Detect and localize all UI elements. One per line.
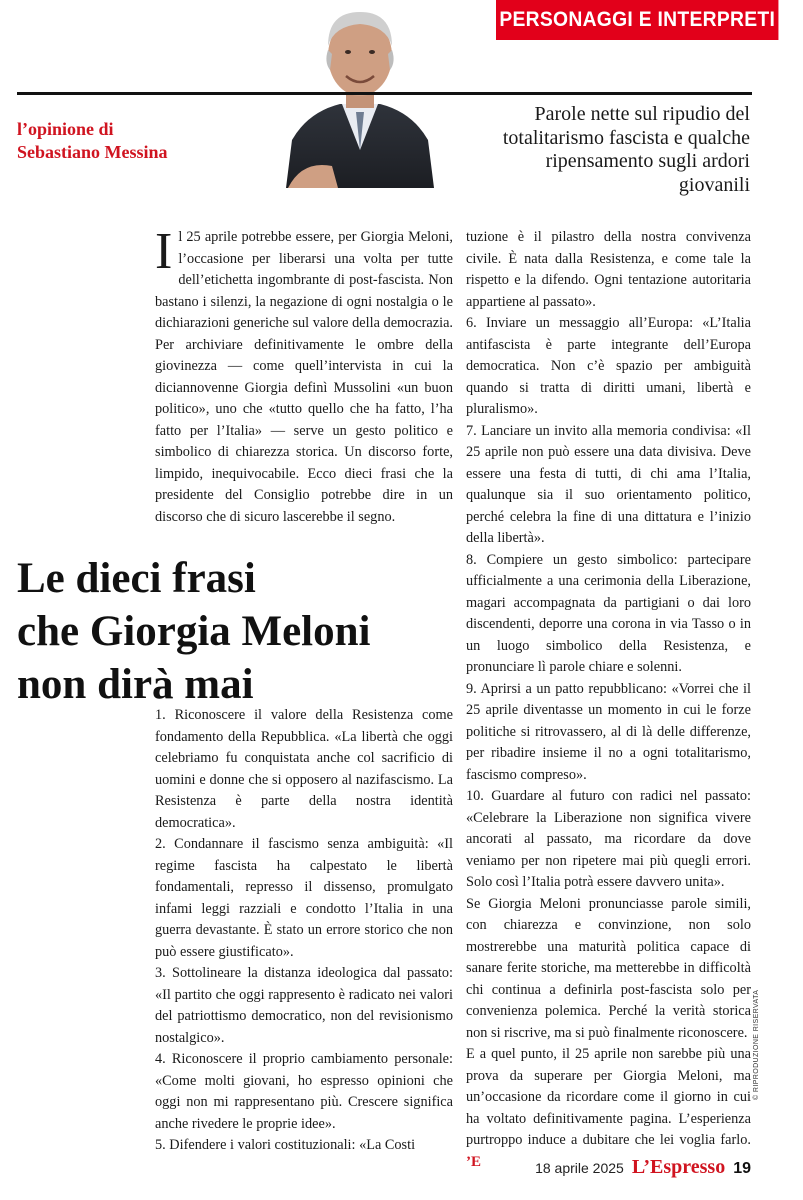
phrase-5-end: tuzione è il pilastro della nostra convivenza civile. È nata dalla Resistenza, e come tale la rispetto e la difendo. Ogni tentazione autoritaria appartiene al passato». (466, 229, 751, 310)
magazine-logo: L’Espresso (631, 1156, 726, 1178)
deck-subtitle: Parole nette sul ripudio del totalitarismo fascista e qualche ripensamento sugli ardori giovanili (502, 103, 750, 196)
page-number: 19 (733, 1160, 751, 1177)
phrase-10: 10. Guardare al futuro con radici nel passato: «Celebrare la Liberazione non significa vivere ancorati al passato, ma ricordare da dove veniamo per non ripetere mai più quegli errori. Solo così l’Italia potrà essere davvero unita». (466, 788, 751, 890)
phrase-8: 8. Compiere un gesto simbolico: partecipare ufficialmente a una cerimonia della Liberazione, magari accompagnata da partigiani o dai loro discendenti, deporre una corona in via Tasso o in un luogo simbolico della Resistenza, e pronunciare lì parole chiare e solenni. (466, 551, 751, 675)
article-column-1 (155, 705, 453, 1157)
copyright-note: © RIPRODUZIONE RISERVATA (753, 989, 760, 1100)
end-mark: ’E (466, 1153, 481, 1170)
byline (17, 118, 168, 164)
byline-label: l’opinione di (17, 119, 114, 139)
conclusion-1: Se Giorgia Meloni pronunciasse parole simili, con chiarezza e convinzione, non solo mostrerebbe una maturità politica capace di sanare ferite storiche, ma metterebbe in difficoltà chi continua a definirla post-fascista solo per convenienza polemica. Perché la verità storica non si riscrive, ma si può finalmente riconoscere. (466, 895, 751, 1041)
article-column-2 (466, 227, 751, 1173)
issue-date: 18 aprile 2025 (535, 1160, 624, 1176)
phrase-7: 7. Lanciare un invito alla memoria condivisa: «Il 25 aprile non può essere una data divisiva. Deve essere una festa di tutti, di chi ama l’Italia, qualunque sia il suo orientamento politico, perché celebra la fine di una dittatura e l’inizio della libertà». (466, 422, 751, 546)
author-name: Sebastiano Messina (17, 142, 168, 162)
phrase-1: 1. Riconoscere il valore della Resistenza come fondamento della Repubblica. «La libertà che oggi celebriamo fu conquistata anche col sacrificio di uomini e donne che si opposero al nazifascismo. La Resistenza è parte della nostra identità democratica». (155, 707, 453, 831)
page-footer (535, 1156, 751, 1179)
drop-cap: I (155, 223, 173, 280)
header-rule (17, 92, 752, 95)
article-column-intro (155, 223, 453, 528)
intro-paragraph: Il 25 aprile potrebbe essere, per Giorgia Meloni, l’occasione per liberarsi una volta per tutte dell’etichetta ingombrante di post-fascista. Non bastano i silenzi, la negazione di ogni nostalgia o le dichiarazioni generiche sul valore della democrazia. Per archiviare definitivamente le ombre della giovinezza — come quell’intervista in cui la diciannovenne Giorgia definì Mussolini «un buon politico», uno che «tutto quello che ha fatto, l’ha fatto per l’Italia» — serve un gesto politico e simbolico di chiarezza storica. Un discorso forte, limpido, inequivocabile. Ecco dieci frasi che la presidente del Consiglio potrebbe dire in un discorso che di sicuro lascerebbe il segno. (155, 223, 453, 525)
phrase-2: 2. Condannare il fascismo senza ambiguità: «Il regime fascista ha calpestato le libertà fondamentali, represso il dissenso, promulgato infami leggi razziali e condotto l’Italia in una guerra devastante. È stato un errore storico che non può essere giustificato». (155, 836, 453, 960)
conclusion-2: E a quel punto, il 25 aprile non sarebbe più una prova da superare per Giorgia Meloni, ma un’occasione da ricordare come il giorno in cui ha voltato definitivamente pagina. L’esperienza purtroppo induce a dubitare che lei voglia farlo. ’E (466, 1046, 751, 1170)
section-tag: PERSONAGGI E INTERPRETI (496, 0, 778, 40)
headline: Le dieci frasi che Giorgia Meloni non dirà mai (17, 554, 371, 708)
phrase-3: 3. Sottolineare la distanza ideologica dal passato: «Il partito che oggi rappresento è radicato nei valori del patriottismo democratico, non del revisionismo nostalgico». (155, 965, 453, 1046)
phrase-6: 6. Inviare un messaggio all’Europa: «L’Italia antifascista è parte integrante dell’Europa democratica. Non c’è spazio per ambiguità quando si tratta di diritti umani, libertà e pluralismo». (466, 315, 751, 417)
phrase-9: 9. Aprirsi a un patto repubblicano: «Vorrei che il 25 aprile diventasse un momento in cui le forze politiche si ritrovassero, al di là delle differenze, per ribadire insieme il no a ogni totalitarismo, fascismo compreso». (466, 680, 751, 783)
phrase-4: 4. Riconoscere il proprio cambiamento personale: «Come molti giovani, ho espresso opinioni che oggi non mi rappresentano più. Crescere significa anche rivedere le proprie idee». (155, 1051, 453, 1132)
phrase-5-start: 5. Difendere i valori costituzionali: «La Costi (155, 1137, 416, 1153)
